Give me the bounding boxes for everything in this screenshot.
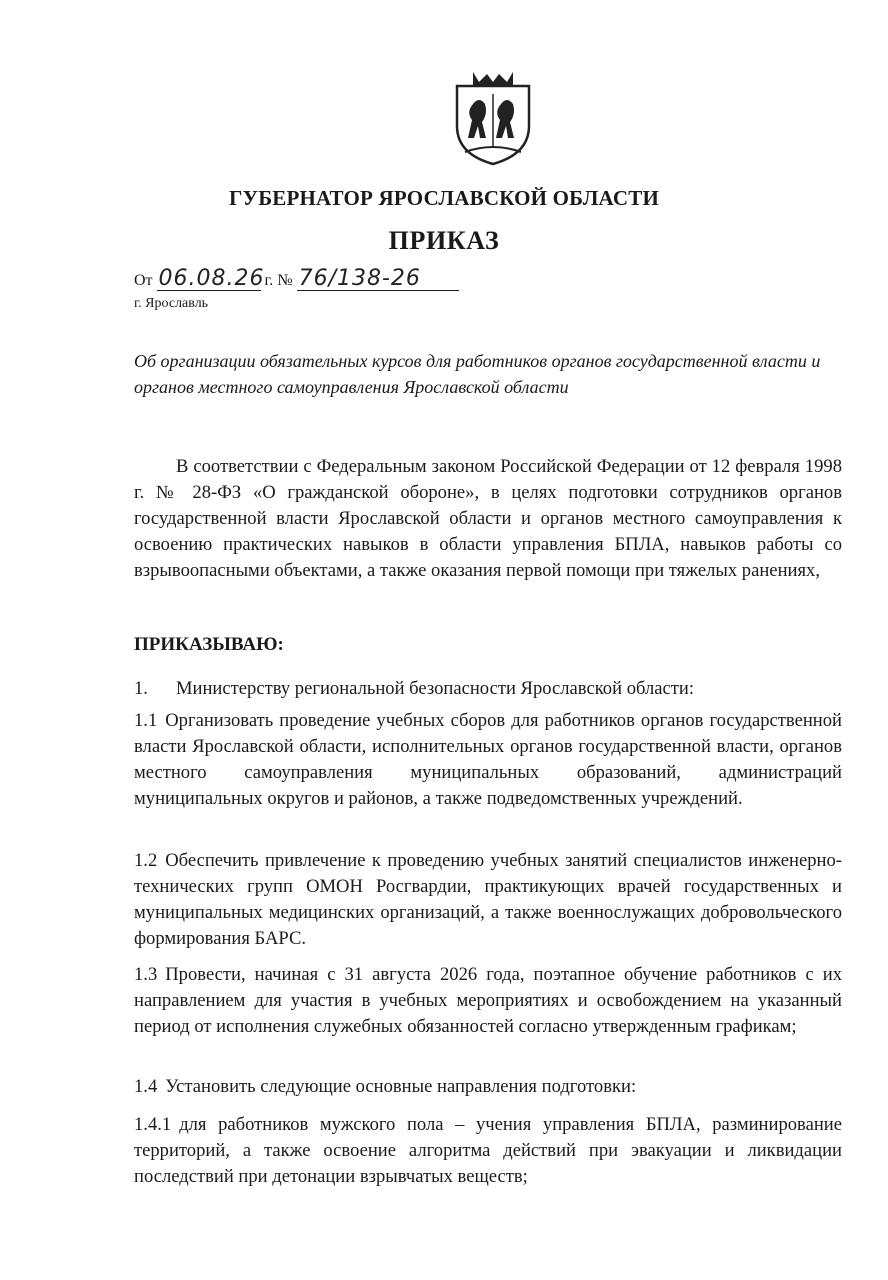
item-text: Обеспечить привлечение к проведению учебных занятий специалистов инженерно-технических групп ОМОН Росгвардии, практикующих врачей государственных и муниципальных медицинских организаций, а также военнослужащих добровольческого формирования БАРС.	[134, 850, 842, 949]
city: г. Ярославль	[134, 296, 209, 311]
preamble-paragraph: В соответствии с Федеральным законом Российской Федерации от 12 февраля 1998 г. № 28-ФЗ «О гражданской обороне», в целях подготовки сотрудников органов государственной власти Ярославской области и органов местного самоуправления к освоению практических навыков в области управления БПЛА, навыков работы со взрывоопасными объектами, а также оказания первой помощи при тяжелых ранениях,	[134, 456, 842, 581]
document-type-title: ПРИКАЗ	[388, 226, 500, 255]
order-item-1-2	[134, 848, 842, 952]
item-number: 1.2	[134, 850, 158, 871]
item-number: 1.4.1	[134, 1114, 172, 1135]
item-number: 1.	[134, 678, 148, 699]
order-subject: Об организации обязательных курсов для работников органов государственной власти и органов местного самоуправления Ярославской области	[134, 351, 821, 397]
order-item-1-1	[134, 708, 842, 812]
order-item-1-3	[134, 962, 842, 1040]
item-number: 1.4	[134, 1076, 158, 1097]
date-number-line	[134, 268, 459, 291]
item-text: для работников мужского пола – учения управления БПЛА, разминирование территорий, а также освоение алгоритма действий при эвакуации и ликвидации последствий при детонации взрывчатых веществ;	[134, 1114, 842, 1187]
item-text: Провести, начиная с 31 августа 2026 года, поэтапное обучение работников с их направлением для участия в учебных мероприятиях и освобождением на указанный период от исполнения служебных обязанностей согласно утвержденным графикам;	[134, 964, 842, 1037]
number-handwritten: 76/138-26	[297, 268, 459, 291]
date-suffix: г.	[264, 272, 274, 289]
issuing-authority: ГУБЕРНАТОР ЯРОСЛАВСКОЙ ОБЛАСТИ	[229, 186, 659, 210]
number-prefix: №	[277, 272, 293, 289]
order-keyword: ПРИКАЗЫВАЮ:	[134, 634, 284, 655]
item-text: Установить следующие основные направления подготовки:	[165, 1076, 637, 1097]
item-text: Организовать проведение учебных сборов для работников органов государственной власти Ярославской области, исполнительных органов государственной власти, органов местного самоуправления муниципальных образований, администраций муниципальных округов и районов, а также подведомственных учреждений.	[134, 710, 842, 809]
item-number: 1.3	[134, 964, 158, 985]
yaroslavl-coat-of-arms-emblem	[443, 68, 543, 168]
order-item-1-4-1	[134, 1112, 842, 1190]
item-number: 1.1	[134, 710, 158, 731]
date-prefix: От	[134, 272, 153, 289]
date-handwritten: 06.08.26	[158, 266, 265, 291]
item-text: Министерству региональной безопасности Ярославской области:	[176, 678, 695, 699]
order-item-1	[134, 676, 842, 702]
order-item-1-4	[134, 1074, 842, 1100]
